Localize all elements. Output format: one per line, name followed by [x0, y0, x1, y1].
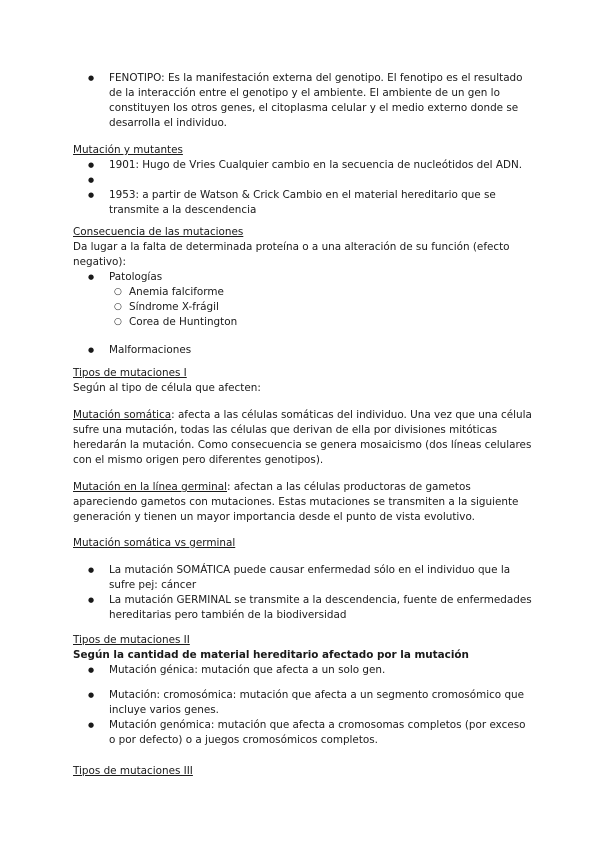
list-item-empty — [73, 173, 533, 188]
section-heading: Tipos de mutaciones II — [73, 634, 190, 646]
patologias-label: Patologías — [109, 271, 163, 283]
definition: : afecta a las células somáticas del individuo. Una vez que una célula sufre una mutación, todas las células que derivan de ella por divisiones mitóticas heredarán la mutación. Como consecuencia se genera mosaicismo (dos líneas celulares con el mismo origen pero diferentes genotipos). — [73, 409, 532, 466]
list-item: ● 1901: Hugo de Vries Cualquier cambio en la secuencia de nucleótidos del ADN. — [73, 158, 533, 173]
bold-subheading: Según la cantidad de material hereditario afectado por la mutación — [73, 649, 469, 661]
list-item — [73, 270, 533, 330]
section-heading: Tipos de mutaciones I — [73, 367, 187, 379]
tipos2-section — [73, 633, 533, 748]
list-item: ● Malformaciones — [73, 343, 533, 358]
tipos3-section — [73, 764, 533, 779]
term: Mutación en la línea germinal — [73, 481, 228, 493]
list-item: ● Mutación: cromosómica: mutación que afecta a un segmento cromosómico que incluye varios genes. — [73, 688, 533, 718]
fenotipo-item: ● FENOTIPO: Es la manifestación externa del genotipo. El fenotipo es el resultado de la interacción entre el genotipo y el ambiente. El ambiente de un gen lo constituyen los otros genes, el citoplasma celular y el medio externo donde se desarrolla el individuo. — [73, 71, 533, 131]
list-item: ● 1953: a partir de Watson & Crick Cambio en el material hereditario que se transmite a la descendencia — [73, 188, 533, 218]
somatica-section — [73, 408, 533, 468]
list-item: ● La mutación SOMÁTICA puede causar enfermedad sólo en el individuo que la sufre pej: cáncer — [73, 563, 533, 593]
sub-list-item: ○ Corea de Huntington — [73, 315, 533, 330]
list-item: ● Mutación genómica: mutación que afecta a cromosomas completos (por exceso o por defecto) o a juegos cromosómicos completos. — [73, 718, 533, 748]
consecuencia-section — [73, 225, 533, 358]
section-heading: Mutación y mutantes — [73, 144, 183, 156]
list-item: ● Mutación génica: mutación que afecta a un solo gen. — [73, 663, 533, 678]
term: Mutación somática — [73, 409, 172, 421]
definition: : afectan a las células productoras de gametos apareciendo gametos con mutaciones. Estas mutaciones se transmiten a la siguiente generación y tienen un mayor importancia desde el punto de vista evolutivo. — [73, 481, 519, 523]
sub-list-item: ○ Anemia falciforme — [73, 285, 533, 300]
tipos1-section — [73, 366, 533, 396]
section-heading: Tipos de mutaciones III — [73, 765, 193, 777]
sub-list-item: ○ Síndrome X-frágil — [73, 300, 533, 315]
mutacion-mutantes-section — [73, 143, 533, 218]
list-item: ● La mutación GERMINAL se transmite a la descendencia, fuente de enfermedades hereditarias pero también de la biodiversidad — [73, 593, 533, 623]
paragraph: Da lugar a la falta de determinada proteína o a una alteración de su función (efecto negativo): — [73, 241, 510, 268]
fenotipo-section — [73, 71, 533, 131]
germinal-section — [73, 480, 533, 525]
section-heading: Consecuencia de las mutaciones — [73, 226, 244, 238]
paragraph: Según al tipo de célula que afecten: — [73, 382, 261, 394]
vs-section — [73, 536, 533, 623]
section-heading: Mutación somática vs germinal — [73, 537, 236, 549]
